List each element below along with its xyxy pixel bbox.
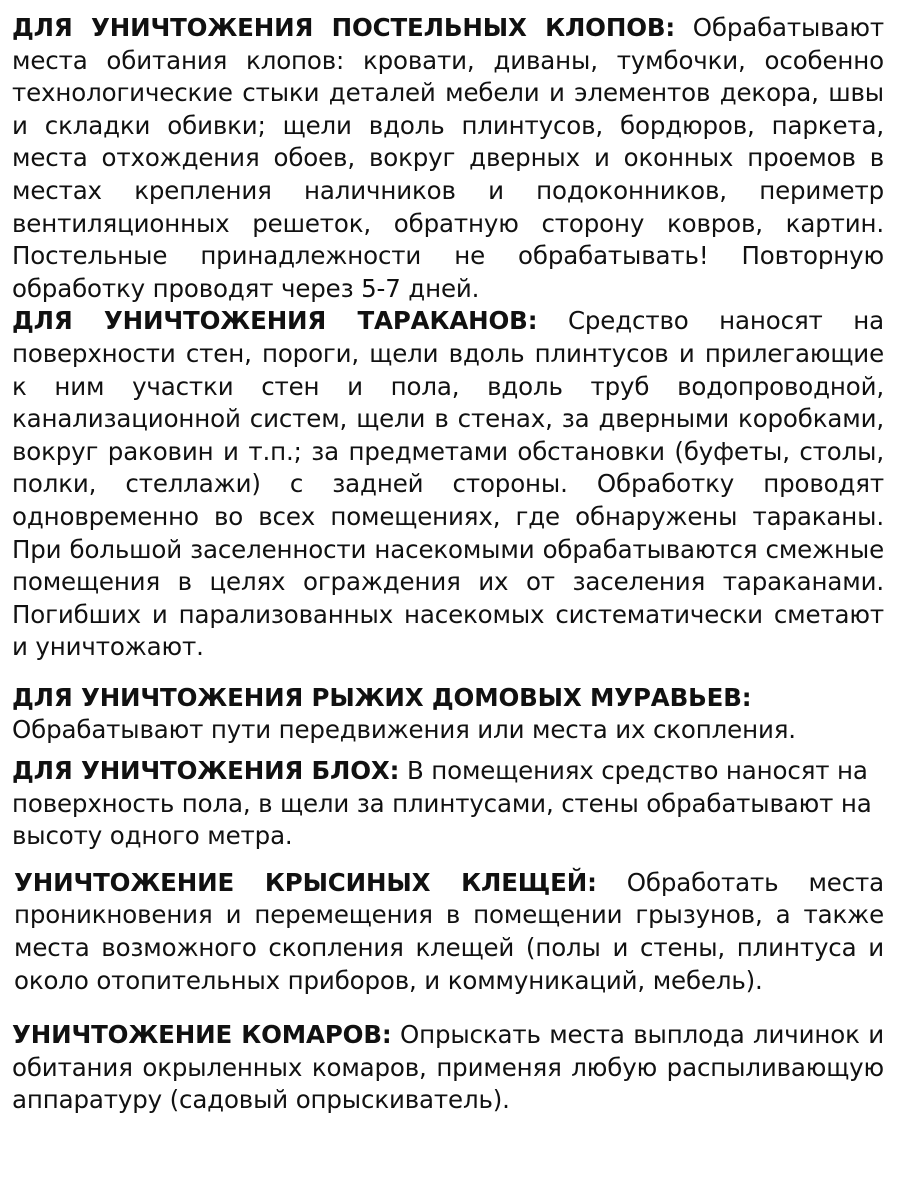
section-text: В помещениях средство наносят на поверхность пола, в щели за плинтусами, стены обрабатывают на высоту одного метра. bbox=[12, 756, 872, 851]
section-bedbugs bbox=[12, 12, 884, 305]
section-heading: ДЛЯ УНИЧТОЖЕНИЯ ТАРАКАНОВ: bbox=[12, 306, 538, 336]
section-heading: УНИЧТОЖЕНИЕ КРЫСИНЫХ КЛЕЩЕЙ: bbox=[14, 867, 597, 897]
section-mosquitoes bbox=[12, 1019, 884, 1117]
section-text: Обрабатывают пути передвижения или места их скопления. bbox=[12, 715, 796, 745]
section-text: Опрыскать места выплода личинок и обитания окрыленных комаров, применяя любую распыливающую аппаратуру (садовый опрыскиватель). bbox=[12, 1020, 884, 1115]
section-heading: ДЛЯ УНИЧТОЖЕНИЯ БЛОХ: bbox=[12, 756, 400, 786]
section-cockroaches bbox=[12, 305, 884, 664]
section-fleas bbox=[12, 755, 884, 853]
instructions-document bbox=[12, 12, 884, 1117]
section-rat-mites bbox=[14, 867, 884, 997]
section-heading: ДЛЯ УНИЧТОЖЕНИЯ РЫЖИХ ДОМОВЫХ МУРАВЬЕВ: bbox=[12, 682, 752, 712]
section-text: Обрабатывают места обитания клопов: кровати, диваны, тумбочки, особенно технологические стыки деталей мебели и элементов декора, швы и складки обивки; щели вдоль плинтусов, бордюров, паркета, места отхождения обоев, вокруг дверных и оконных проемов в местах крепления наличников и подоконников, периметр вентиляционных решеток, обратную сторону ковров, картин. Постельные принадлежности не обрабатывать! Повторную обработку проводят через 5-7 дней. bbox=[12, 13, 884, 303]
section-text: Обработать места проникновения и перемещения в помещении грызунов, а также места возможного скопления клещей (полы и стены, плинтуса и около отопительных приборов, и коммуникаций, мебель). bbox=[14, 867, 884, 995]
section-heading: ДЛЯ УНИЧТОЖЕНИЯ ПОСТЕЛЬНЫХ КЛОПОВ: bbox=[12, 13, 676, 42]
section-text: Средство наносят на поверхности стен, пороги, щели вдоль плинтусов и прилегающие к ним участки стен и пола, вдоль труб водопроводной, канализационной систем, щели в стенах, за дверными коробками, вокруг раковин и т.п.; за предметами обстановки (буфеты, столы, полки, стеллажи) с задней стороны. Обработку проводят одновременно во всех помещениях, где обнаружены тараканы. При большой заселенности насекомыми обрабатываются смежные помещения в целях ограждения их от заселения тараканами. Погибших и парализованных насекомых систематически сметают и уничтожают. bbox=[12, 306, 884, 662]
section-heading: УНИЧТОЖЕНИЕ КОМАРОВ: bbox=[12, 1020, 392, 1050]
section-red-house-ants bbox=[12, 682, 884, 747]
